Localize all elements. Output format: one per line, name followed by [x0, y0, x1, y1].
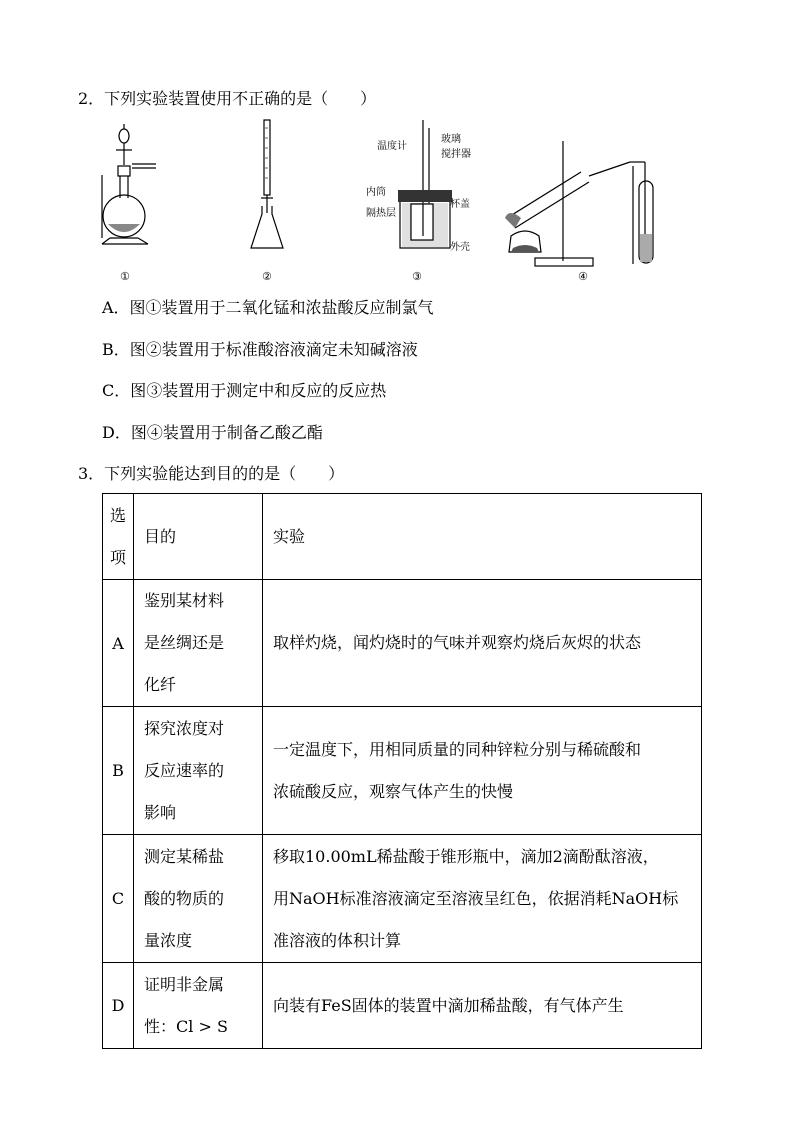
label-lid: 杯盖 — [450, 199, 470, 210]
label-insulation: 隔热层 — [366, 208, 396, 219]
label-outer-shell: 外壳 — [450, 242, 470, 253]
row-a-option: A — [103, 580, 134, 707]
row-a-goal-line: 是丝绸还是 — [144, 633, 225, 652]
option-b: B．图②装置用于标准酸溶液滴定未知碱溶液 — [102, 340, 418, 359]
row-a-goal — [134, 580, 263, 707]
experiment-table — [102, 493, 702, 1049]
header-experiment: 实验 — [263, 494, 702, 580]
table-header-row — [103, 494, 702, 580]
row-c-goal-line: 测定某稀盐 — [144, 846, 225, 866]
row-c-goal-line: 量浓度 — [144, 930, 193, 950]
row-b-exp-line: 一定温度下，用相同质量的同种锌粒分别与稀硫酸和 — [273, 739, 642, 759]
row-c-exp-line: 用NaOH标准溶液滴定至溶液呈红色，依据消耗NaOH标 — [273, 888, 679, 908]
table-row — [103, 835, 702, 963]
row-c-experiment — [263, 835, 702, 963]
row-a-goal-line: 鉴别某材料 — [144, 591, 225, 610]
ester-preparation-illustration — [495, 136, 665, 271]
row-d-goal-line: 证明非金属 — [144, 974, 225, 994]
header-option — [103, 494, 134, 580]
figure-2-apparatus — [245, 118, 290, 262]
row-d-experiment — [263, 963, 702, 1049]
figure-1-caption: ① — [120, 270, 130, 283]
label-stirrer-1: 玻璃 — [441, 134, 461, 145]
row-a-goal-line: 化纤 — [144, 675, 177, 694]
row-d-option: D — [103, 963, 134, 1049]
label-stirrer-2: 搅拌器 — [441, 149, 471, 160]
label-thermometer: 温度计 — [377, 141, 407, 152]
row-c-goal-line: 酸的物质的 — [144, 888, 225, 908]
row-b-experiment — [263, 707, 702, 835]
row-c-exp-line: 移取10.00mL稀盐酸于锥形瓶中，滴加2滴酚酞溶液， — [273, 846, 659, 866]
table-row — [103, 580, 702, 707]
row-b-option: B — [103, 707, 134, 835]
separatory-funnel-flask-illustration — [98, 120, 168, 255]
question-2-stem: 2．下列实验装置使用不正确的是（ ） — [78, 89, 377, 108]
header-option-2: 项 — [109, 547, 126, 567]
figure-3-caption: ③ — [412, 270, 422, 283]
figure-4-caption: ④ — [578, 270, 588, 283]
row-b-goal — [134, 707, 263, 835]
row-d-goal-line: 性：Cl > S — [144, 1016, 228, 1036]
question-3-stem: 3．下列实验能达到目的的是（ ） — [78, 464, 345, 483]
table-row — [103, 707, 702, 835]
header-option-1: 选 — [109, 505, 126, 525]
row-a-exp-line: 取样灼烧，闻灼烧时的气味并观察灼烧后灰烬的状态 — [273, 633, 642, 652]
label-inner-cylinder: 内筒 — [366, 187, 386, 198]
row-c-goal — [134, 835, 263, 963]
figure-2-caption: ② — [262, 270, 272, 283]
row-a-experiment — [263, 580, 702, 707]
row-b-goal-line: 探究浓度对 — [144, 718, 225, 738]
burette-conical-flask-illustration — [245, 118, 290, 258]
table-row — [103, 963, 702, 1049]
row-c-option: C — [103, 835, 134, 963]
option-c: C．图③装置用于测定中和反应的反应热 — [102, 381, 387, 400]
row-b-goal-line: 反应速率的 — [144, 760, 225, 780]
header-goal: 目的 — [134, 494, 263, 580]
row-d-exp-line: 向装有FeS固体的装置中滴加稀盐酸，有气体产生 — [273, 995, 624, 1015]
row-c-exp-line: 准溶液的体积计算 — [273, 930, 402, 950]
figure-4-apparatus — [495, 136, 665, 275]
option-a: A．图①装置用于二氧化锰和浓盐酸反应制氯气 — [102, 298, 434, 317]
figure-1-apparatus — [98, 120, 168, 259]
row-d-goal — [134, 963, 263, 1049]
option-d: D．图④装置用于制备乙酸乙酯 — [102, 423, 323, 442]
row-b-goal-line: 影响 — [144, 802, 177, 822]
row-b-exp-line: 浓硫酸反应，观察气体产生的快慢 — [273, 781, 514, 801]
